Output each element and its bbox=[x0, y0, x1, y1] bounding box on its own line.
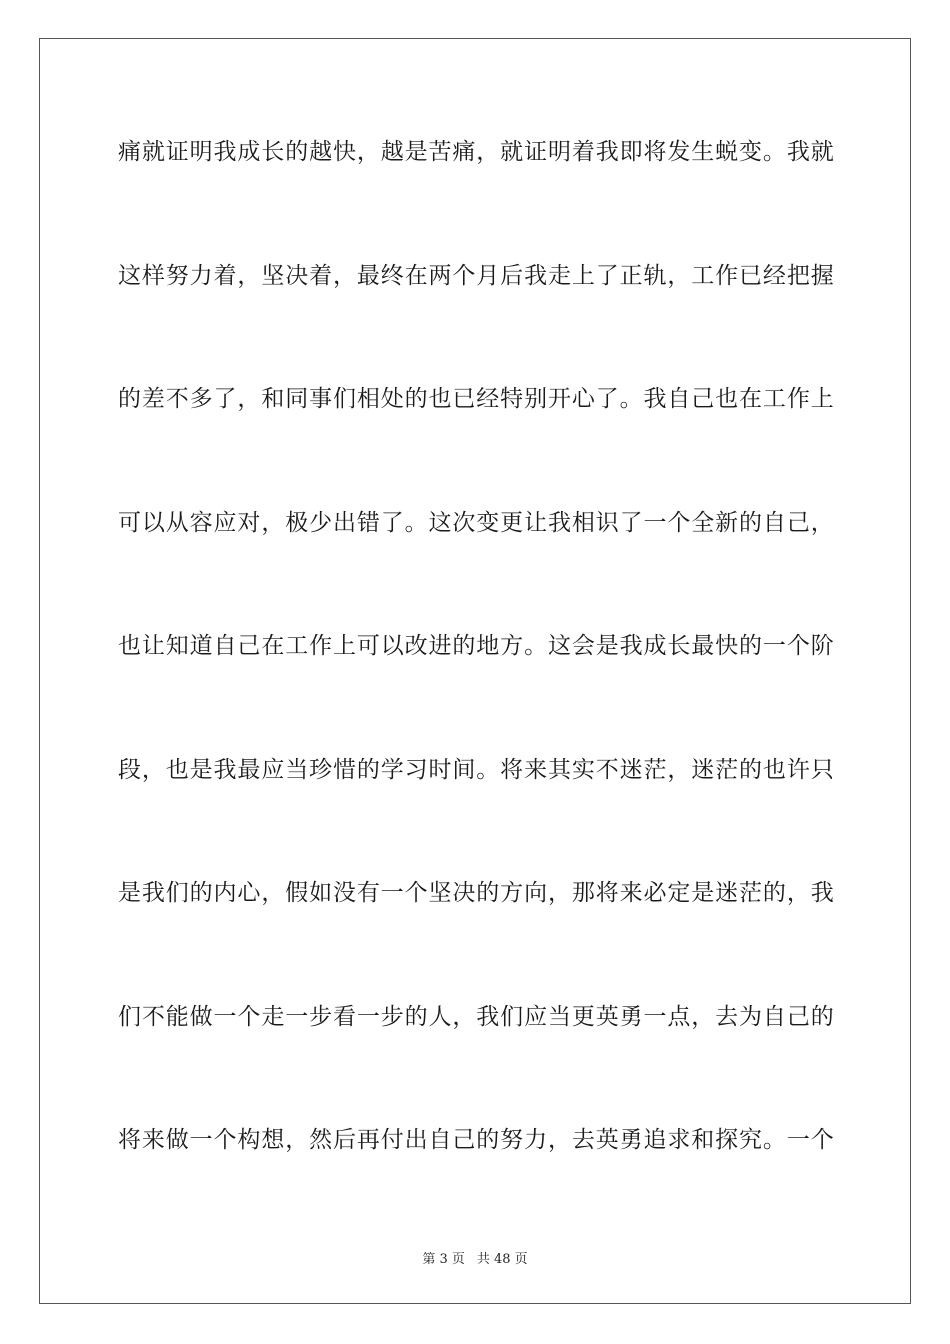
page-footer bbox=[0, 1248, 950, 1267]
body-line-2: 这样努力着，坚决着，最终在两个月后我走上了正轨，工作已经把握 bbox=[118, 262, 834, 289]
body-line-5: 也让知道自己在工作上可以改进的地方。这会是我成长最快的一个阶 bbox=[118, 633, 834, 659]
body-line-3: 的差不多了，和同事们相处的也已经特别开心了。我自己也在工作上 bbox=[118, 386, 834, 412]
body-line-8: 们不能做一个走一步看一步的人，我们应当更英勇一点，去为自己的 bbox=[118, 1003, 834, 1030]
body-line-7: 是我们的内心，假如没有一个坚决的方向，那将来必定是迷茫的，我 bbox=[118, 880, 834, 906]
body-line-9: 将来做一个构想，然后再付出自己的努力，去英勇追求和探究。一个 bbox=[118, 1127, 834, 1153]
body-line-4: 可以从容应对，极少出错了。这次变更让我相识了一个全新的自己， bbox=[118, 509, 834, 536]
body-line-1: 痛就证明我成长的越快，越是苦痛，就证明着我即将发生蜕变。我就 bbox=[118, 139, 834, 165]
page-total: 共 48 页 bbox=[476, 1252, 528, 1267]
body-line-6: 段，也是我最应当珍惜的学习时间。将来其实不迷茫，迷茫的也许只 bbox=[118, 756, 834, 783]
document-body bbox=[118, 130, 834, 1242]
page-number: 第 3 页 bbox=[422, 1252, 465, 1267]
